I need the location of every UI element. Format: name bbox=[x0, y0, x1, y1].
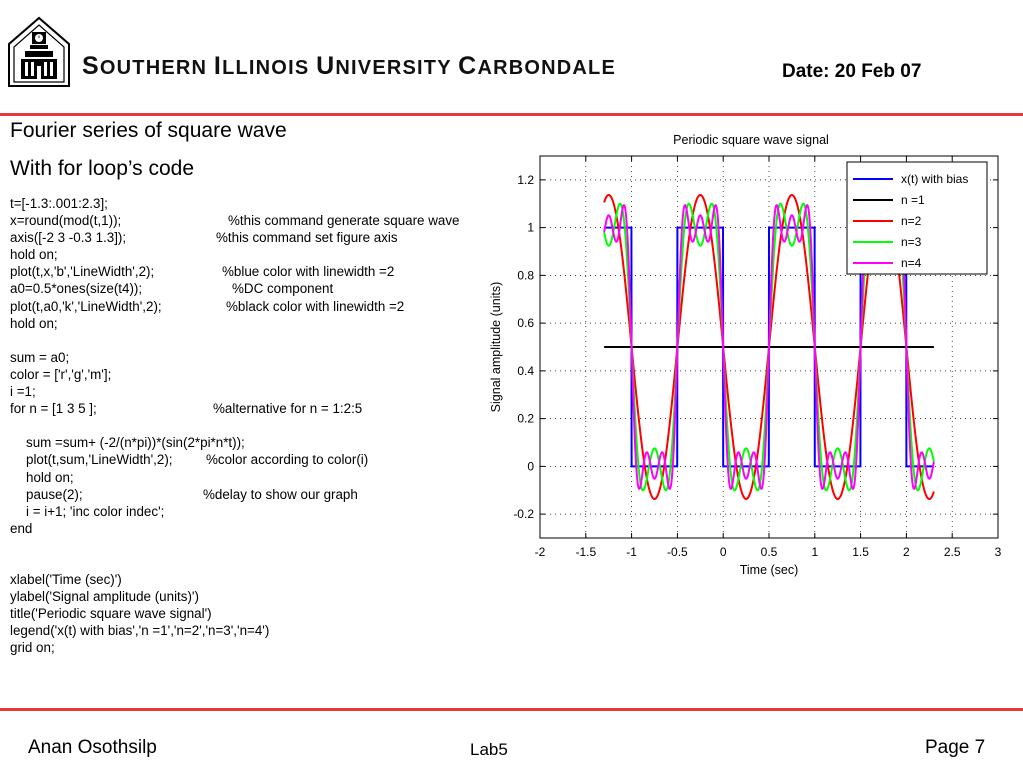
y-tick-label: 0.4 bbox=[517, 363, 534, 378]
x-tick-label: 0 bbox=[719, 545, 727, 559]
x-axis-label: Time (sec) bbox=[739, 563, 799, 577]
legend-label: n=3 bbox=[901, 235, 922, 249]
header-divider bbox=[0, 113, 1023, 116]
code-line bbox=[10, 366, 269, 383]
footer-page: Page 7 bbox=[925, 737, 986, 758]
code-text: sum =sum+ (-2/(n*pi))*(sin(2*pi*n*t)); bbox=[26, 435, 245, 451]
code-text: axis([-2 3 -0.3 1.3]); bbox=[10, 230, 127, 246]
y-tick-label: 1 bbox=[527, 220, 534, 235]
code-line bbox=[10, 263, 395, 280]
code-comment: %this command set figure axis bbox=[216, 230, 398, 246]
code-text: pause(2); bbox=[26, 486, 83, 502]
x-tick-label: -1 bbox=[626, 545, 637, 559]
x-tick-label: 1 bbox=[811, 545, 819, 559]
code-text: grid on; bbox=[10, 640, 55, 656]
code-text: i =1; bbox=[10, 384, 36, 400]
y-tick-label: 1.2 bbox=[517, 172, 534, 187]
code-text: xlabel('Time (sec)') bbox=[10, 572, 122, 588]
code-comment: %delay to show our graph bbox=[203, 486, 358, 502]
legend-label: n=4 bbox=[901, 256, 922, 270]
code-text: legend('x(t) with bias','n =1','n=2','n=3','n=4') bbox=[10, 623, 270, 639]
code-line bbox=[10, 537, 269, 554]
x-tick-label: 1.5 bbox=[852, 545, 869, 559]
code-line bbox=[10, 503, 269, 520]
slide-title: Fourier series of square wave bbox=[10, 119, 287, 142]
code-text: hold on; bbox=[10, 247, 58, 263]
y-tick-label: 0.6 bbox=[517, 316, 534, 331]
code-line bbox=[10, 588, 269, 605]
code-line bbox=[10, 639, 269, 656]
legend-label: x(t) with bias bbox=[901, 172, 969, 186]
code-comment: %alternative for n = 1:2:5 bbox=[213, 401, 363, 417]
code-comment: %blue color with linewidth =2 bbox=[222, 264, 395, 280]
code-line bbox=[10, 417, 269, 434]
y-tick-label: 0.8 bbox=[517, 268, 534, 283]
code-text: x=round(mod(t,1)); bbox=[10, 213, 122, 229]
code-line bbox=[10, 195, 269, 212]
x-tick-label: 2 bbox=[903, 545, 910, 559]
code-text: sum = a0; bbox=[10, 349, 70, 365]
code-line bbox=[10, 332, 269, 349]
slide-subtitle: With for loop’s code bbox=[10, 157, 195, 180]
y-axis-label: Signal amplitude (units) bbox=[489, 281, 503, 413]
x-tick-label: 0.5 bbox=[760, 545, 778, 559]
code-text: hold on; bbox=[26, 469, 74, 485]
x-tick-label: -1.5 bbox=[575, 545, 597, 559]
code-line bbox=[10, 554, 269, 571]
code-line bbox=[10, 520, 269, 537]
code-line bbox=[10, 605, 269, 622]
y-tick-label: 0.2 bbox=[517, 411, 534, 426]
code-text: t=[-1.3:.001:2.3]; bbox=[10, 196, 108, 211]
code-text: hold on; bbox=[10, 315, 58, 331]
code-text: for n = [1 3 5 ]; bbox=[10, 401, 97, 417]
code-line bbox=[10, 383, 269, 400]
x-tick-label: -2 bbox=[534, 545, 546, 559]
footer-divider bbox=[0, 708, 1023, 711]
code-text: plot(t,sum,'LineWidth',2); bbox=[26, 452, 173, 468]
code-comment: %DC component bbox=[232, 281, 334, 297]
code-comment: %this command generate square wave bbox=[228, 213, 460, 229]
code-line bbox=[10, 486, 358, 503]
code-comment: %black color with linewidth =2 bbox=[226, 298, 405, 314]
y-tick-label: 0 bbox=[527, 459, 534, 474]
code-line bbox=[10, 434, 269, 451]
code-text: end bbox=[10, 520, 33, 536]
code-line bbox=[10, 622, 269, 639]
code-text: i = i+1; 'inc color indec'; bbox=[26, 503, 165, 519]
code-line bbox=[10, 400, 363, 417]
footer-author: Anan Osothsilp bbox=[28, 737, 157, 758]
code-text: a0=0.5*ones(size(t4)); bbox=[10, 281, 143, 297]
code-text: plot(t,a0,'k','LineWidth',2); bbox=[10, 298, 162, 314]
code-line bbox=[10, 246, 269, 263]
fourier-chart bbox=[482, 128, 1018, 588]
code-line bbox=[10, 298, 405, 315]
code-line bbox=[10, 212, 460, 229]
code-text: color = ['r','g','m']; bbox=[10, 366, 112, 382]
legend-label: n=2 bbox=[901, 214, 922, 228]
code-listing bbox=[10, 195, 460, 657]
code-line bbox=[10, 571, 269, 588]
code-text: ylabel('Signal amplitude (units)') bbox=[10, 589, 199, 605]
footer-lab: Lab5 bbox=[470, 740, 508, 759]
code-comment: %color according to color(i) bbox=[206, 452, 369, 468]
legend-label: n =1 bbox=[901, 193, 925, 207]
x-tick-label: 3 bbox=[994, 545, 1002, 559]
slide-date: Date: 20 Feb 07 bbox=[782, 61, 922, 82]
code-line bbox=[10, 315, 269, 332]
y-tick-label: -0.2 bbox=[513, 507, 534, 522]
chart-title: Periodic square wave signal bbox=[673, 133, 829, 147]
x-tick-label: -0.5 bbox=[667, 545, 688, 559]
university-logo bbox=[8, 16, 70, 88]
code-text: title('Periodic square wave signal') bbox=[10, 606, 212, 622]
x-tick-label: 2.5 bbox=[943, 545, 961, 559]
code-line bbox=[10, 229, 398, 246]
university-name: SOUTHERN ILLINOIS UNIVERSITY CARBONDALE bbox=[82, 52, 617, 80]
code-line bbox=[10, 451, 369, 468]
code-line bbox=[10, 280, 334, 297]
code-text: plot(t,x,'b','LineWidth',2); bbox=[10, 264, 155, 280]
code-line bbox=[10, 469, 269, 486]
code-line bbox=[10, 349, 269, 366]
